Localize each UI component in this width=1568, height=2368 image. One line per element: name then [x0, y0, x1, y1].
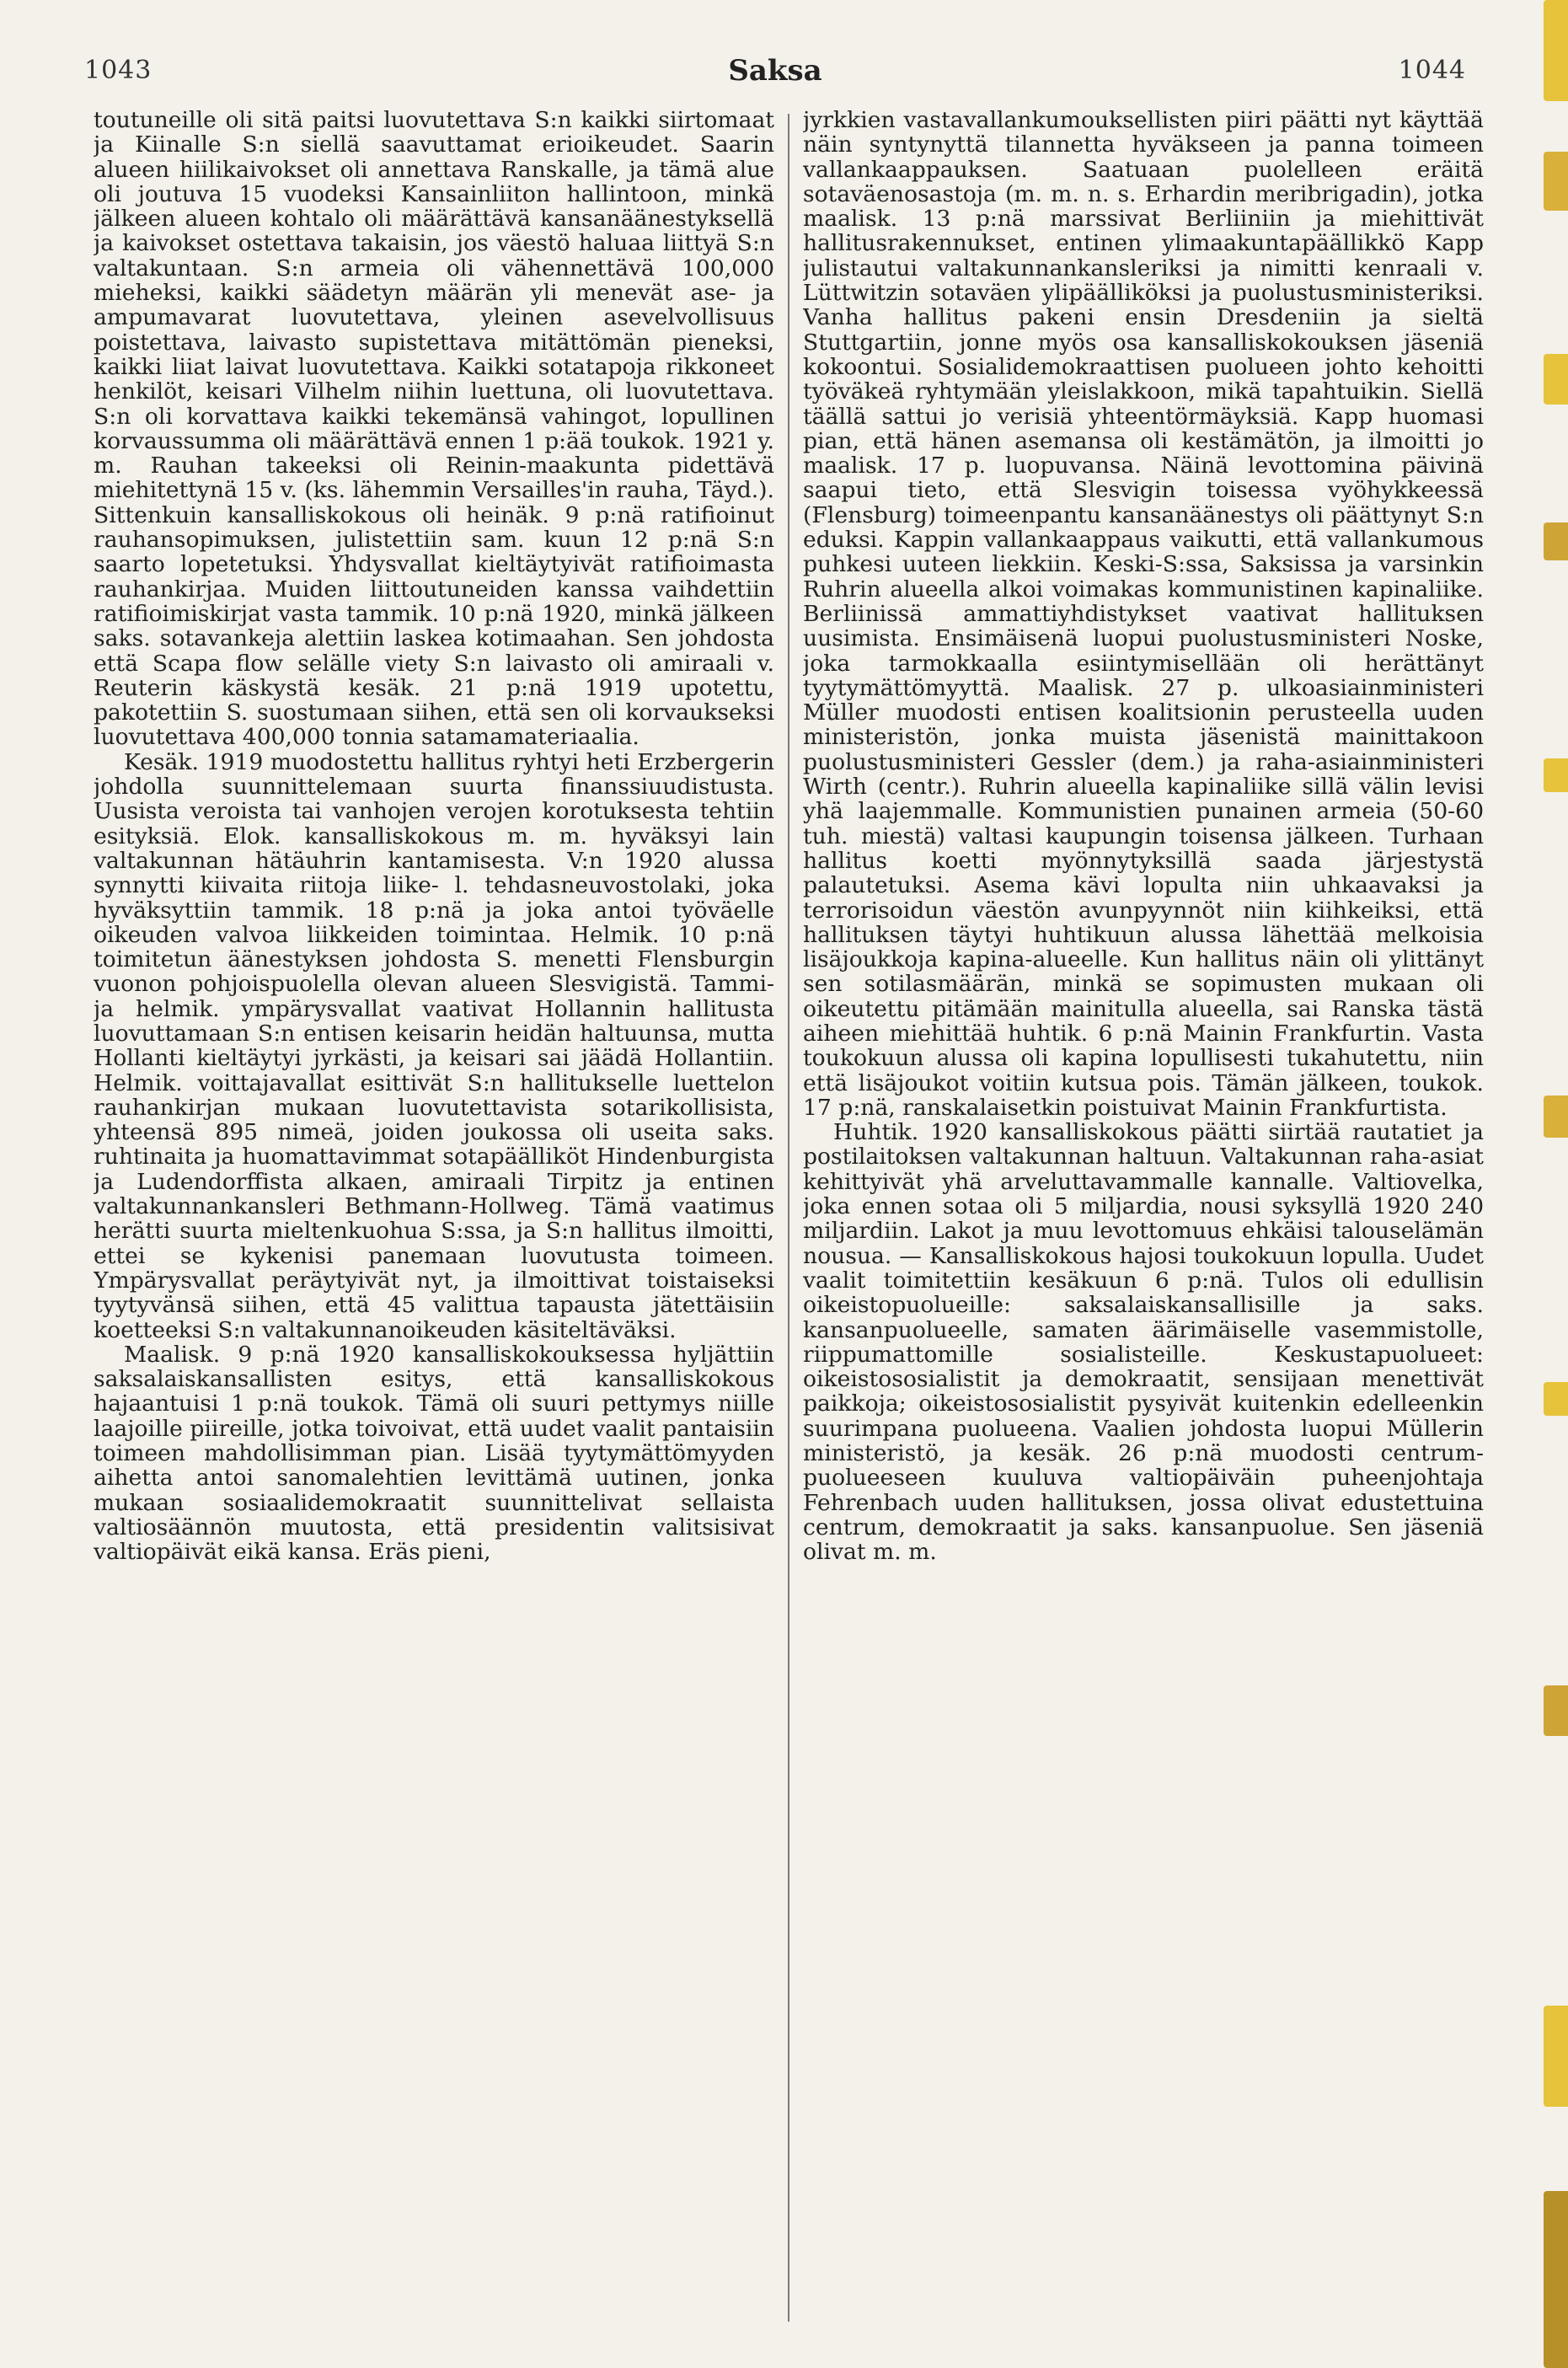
paragraph: toutuneille oli sitä paitsi luovutettava S:n kaikki siirtomaat ja Kiinalle S:n siellä saavuttamat erioikeudet. Saarin alueen hiilikaivokset oli annettava Ranskalle, ja tämä alue oli joutuva 15 vuodeksi Kansainliiton hallintoon, minkä jälkeen alueen kohtalo oli määrättävä kansanäänestyksellä ja kaivokset ostettava takaisin, jos väestö haluaa liittyä S:n valtakuntaan. S:n armeia oli vähennettävä 100,000 mieheksi, kaikki säädetyn määrän yli menevät ase- ja ampumavarat luovutettava, yleinen asevelvollisuus poistettava, laivasto supistettava mitättömän pieneksi, kaikki liiat laivat luovutettava. Kaikki sotatapoja rikkoneet henkilöt, keisari Vilhelm niihin luettuna, oli luovutettava. S:n oli korvattava kaikki tekemänsä vahingot, lopullinen korvaussumma oli määrättävä ennen 1 p:ää toukok. 1921 y. m. Rauhan takeeksi oli Reinin-maakunta pidettävä miehitettynä 15 v. (ks. lähemmin Versailles'in rauha, Täyd.). Sittenkuin kansalliskokous oli heinäk. 9 p:nä ratifioinut rauhansopimuksen, julistettiin sam. kuun 12 p:nä S:n saarto lopetetuksi. Yhdysvallat kieltäytyivät ratifioimasta rauhankirjaa. Muiden liittoutuneiden kanssa vaihdettiin ratifioimiskirjat vasta tammik. 10 p:nä 1920, minkä jälkeen saks. sotavankeja alettiin laskea kotimaahan. Sen johdosta että Scapa flow selälle viety S:n laivasto oli amiraali v. Reuterin käskystä kesäk. 21 p:nä 1919 upotettu, pakotettiin S. suostumaan siihen, että sen oli korvaukseksi luovutettava 400,000 tonnia satamamateriaalia.: [94, 108, 774, 751]
paragraph: Maalisk. 9 p:nä 1920 kansalliskokouksessa hyljättiin saksalaiskansallisten esitys, että kansalliskokous hajaantuisi 1 p:nä toukok. Tämä oli suuri pettymys niille laajoille piireille, jotka toivoivat, että uudet vaalit pantaisiin toimeen mahdollisimman pian. Lisää tyytymättömyyden aihetta antoi sanomalehtien levittämä uutinen, jonka mukaan sosiaalidemokraatit suunnittelivat sellaista valtiosäännön muutosta, että presidentin valitsisivat valtiopäivät eikä kansa. Eräs pieni,: [94, 1341, 774, 1566]
left-column: [94, 108, 774, 2333]
edge-index-tab: [1544, 1096, 1568, 1138]
edge-index-tab: [1544, 354, 1568, 404]
edge-index-tab: [1544, 2006, 1568, 2107]
column-divider: [788, 114, 789, 2322]
paragraph: jyrkkien vastavallankumouksellisten piiri päätti nyt käyttää näin syntynyttä tilannetta hyväkseen ja panna toimeen vallankaappauksen. Saatuaan puolelleen eräitä sotaväenosastoja (m. m. n. s. Erhardin meribrigadin), jotka maalisk. 13 p:nä marssivat Berliiniin ja miehittivät hallitusrakennukset, entinen ylimaakuntapäällikkö Kapp julistautui valtakunnankansleriksi ja nimitti kenraali v. Lüttwitzin sotaväen ylipäälliköksi ja puolustusministeriksi. Vanha hallitus pakeni ensin Dresdeniin ja sieltä Stuttgartiin, jonne myös osa kansalliskokouksen jäseniä kokoontui. Sosialidemokraattisen puolueen johto kehoitti työväkeä ryhtymään yleislakkoon, mikä tapahtuikin. Siellä täällä sattui jo verisiä yhteentörmäyksiä. Kapp huomasi pian, että hänen asemansa oli kestämätön, ja ilmoitti jo maalisk. 17 p. luopuvansa. Näinä levottomina päivinä saapui tieto, että Slesvigin toisessa vyöhykkeessä (Flensburg) toimeenpantu kansanäänestys oli päättynyt S:n eduksi. Kappin vallankaappaus vaikutti, että vallankumous puhkesi uuteen liekkiin. Keski-S:ssa, Saksissa ja varsinkin Ruhrin alueella alkoi voimakas kommunistinen kapinaliike. Berliinissä ammattiyhdistykset vaativat hallituksen uusimista. Ensimäisenä luopui puolustusministeri Noske, joka tarmokkaalla esiintymisellään oli herättänyt tyytymättömyyttä. Maalisk. 27 p. ulkoasiainministeri Müller muodosti entisen koalitsionin perusteella uuden ministeristön, jonka muista jäsenistä mainittakoon puolustusministeri Gessler (dem.) ja raha-asiainministeri Wirth (centr.). Ruhrin alueella kapinaliike sillä välin levisi yhä laajemmalle. Kommunistien punainen armeia (50-60 tuh. miestä) valtasi kaupungin toisensa jälkeen. Turhaan hallitus koetti myönnytyksillä saada järjestystä palautetuksi. Asema kävi lopulta niin uhkaavaksi ja terrorisoidun väestön avunpyynnöt niin kiihkeiksi, että hallituksen täytyi huhtikuun alussa lähettää melkoisia lisäjoukkoja kapina-alueelle. Kun hallitus näin oli ylittänyt sen sotilasmäärän, minkä se sopimusten mukaan oli oikeutettu pitämään mainitulla alueella, sai Ranska tästä aiheen miehittää huhtik. 6 p:nä Mainin Frankfurtin. Vasta toukokuun alussa oli kapina lopullisesti tukahutettu, niin että lisäjoukot voitiin kutsua pois. Tämän jälkeen, toukok. 17 p:nä, ranskalaisetkin poistuivat Mainin Frankfurtista.: [803, 108, 1484, 1121]
edge-index-tab: [1544, 152, 1568, 211]
edge-index-tab: [1544, 0, 1568, 101]
running-title: Saksa: [728, 54, 822, 88]
paragraph: Kesäk. 1919 muodostettu hallitus ryhtyi heti Erzbergerin johdolla suunnittelemaan suurta finanssiuudistusta. Uusista veroista tai vanhojen verojen korotuksesta tehtiin esityksiä. Elok. kansalliskokous m. m. hyväksyi lain valtakunnan hätäuhrin kantamisesta. V:n 1920 alussa synnytti kiivaita riitoja liike- l. tehdasneuvostolaki, joka hyväksyttiin tammik. 18 p:nä ja joka antoi työväelle oikeuden valvoa liikkeiden toimintaa. Helmik. 10 p:nä toimitetun äänestyksen johdosta S. menetti Flensburgin vuonon pohjoispuolella olevan alueen Slesvigistä. Tammi- ja helmik. ympärysvallat vaativat Hollannin hallitusta luovuttamaan S:n entisen keisarin heidän haltuunsa, mutta Hollanti kieltäytyi jyrkästi, ja keisari sai jäädä Hollantiin. Helmik. voittajavallat esittivät S:n hallitukselle luettelon rauhankirjan mukaan luovutettavista sotarikollisista, yhteensä 895 nimeä, joiden joukossa oli useita saks. ruhtinaita ja huomattavimmat sotapäälliköt Hindenburgista ja Ludendorffista alkaen, amiraali Tirpitz ja entinen valtakunnankansleri Bethmann-Hollweg. Tämä vaatimus herätti suurta mieltenkuohua S:ssa, ja S:n hallitus ilmoitti, ettei se kykenisi panemaan luovutusta toimeen. Ympärysvallat peräytyivät nyt, ja ilmoittivat toistaiseksi tyytyvänsä siihen, että 45 valittua tapausta jätettäisiin koetteeksi S:n valtakunnanoikeuden käsiteltäväksi.: [94, 748, 774, 1343]
page-number-right: 1044: [1398, 56, 1466, 85]
edge-index-tab: [1544, 2191, 1568, 2368]
right-column: [803, 108, 1484, 2333]
page-header: [84, 56, 1466, 98]
edge-index-tab: [1544, 522, 1568, 560]
edge-index-tab: [1544, 1382, 1568, 1416]
edge-index-tab: [1544, 1685, 1568, 1736]
edge-index-tab: [1544, 758, 1568, 792]
paragraph: Huhtik. 1920 kansalliskokous päätti siirtää rautatiet ja postilaitoksen valtakunnan haltuun. Valtakunnan raha-asiat kehittyivät yhä arveluttavammalle kannalle. Valtiovelka, joka ennen sotaa oli 5 miljardia, nousi syksyllä 1920 240 miljardiin. Lakot ja muu levottomuus ehkäisi talouselämän nousua. — Kansalliskokous hajosi toukokuun lopulla. Uudet vaalit toimitettiin kesäkuun 6 p:nä. Tulos oli edullisin oikeistopuolueille: saksalaiskansallisille ja saks. kansanpuolueelle, samaten äärimäiselle vasemmistolle, riippumattomille sosialisteille. Keskustapuolueet: oikeistososialistit ja demokraatit, sensijaan menettivät paikkoja; oikeistososialistit pysyivät kuitenkin edelleenkin suurimpana puolueena. Vaalien johdosta luopui Müllerin ministeristö, ja kesäk. 26 p:nä muodosti centrum-puolueeseen kuuluva valtiopäiväin puheenjohtaja Fehrenbach uuden hallituksen, jossa olivat edustettuina centrum, demokraatit ja saks. kansanpuolue. Sen jäseniä olivat m. m.: [803, 1119, 1484, 1566]
page-number-left: 1043: [84, 56, 153, 85]
